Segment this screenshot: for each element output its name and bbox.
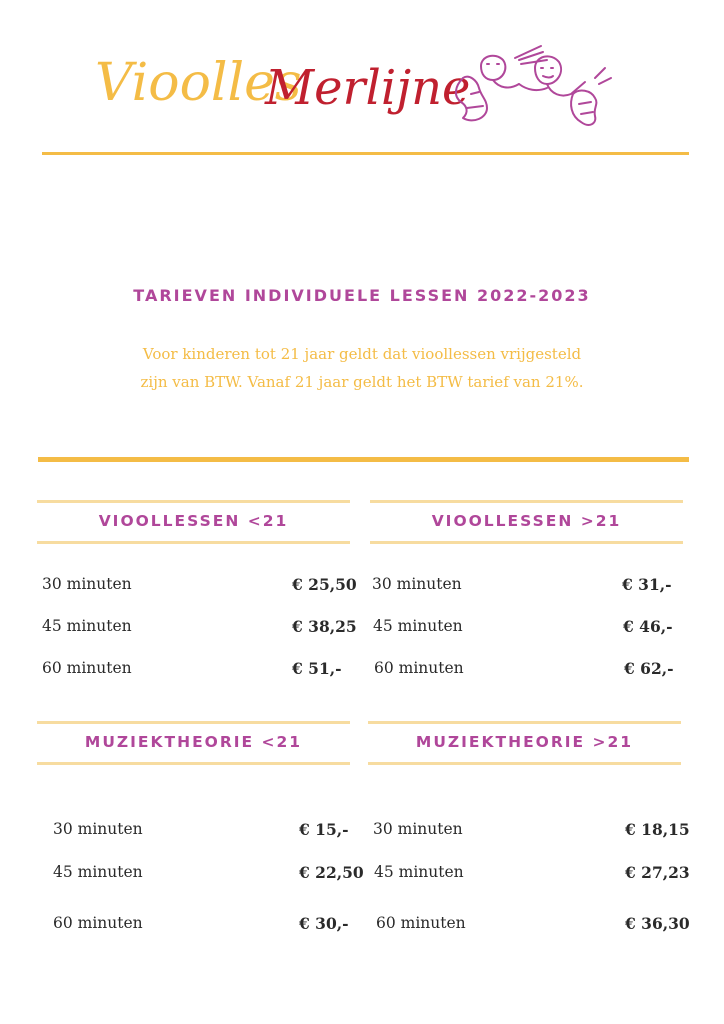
price-row (373, 820, 703, 842)
section-header-muziektheorie-under21 (37, 721, 350, 765)
violinists-illustration (456, 46, 611, 125)
price-row (53, 914, 383, 936)
price-value: € 18,15 (625, 820, 690, 839)
price-row (42, 659, 372, 681)
top-divider (42, 152, 689, 155)
price-value: € 25,50 (292, 575, 357, 594)
duration-label: 45 minuten (374, 863, 464, 881)
logo-text-merlijne: Merlijne (265, 60, 471, 116)
price-row (373, 617, 703, 639)
price-row (376, 914, 706, 936)
section-divider (38, 457, 689, 462)
price-row (372, 575, 702, 597)
intro-text: Voor kinderen tot 21 jaar geldt dat vioollessen vrijgesteld zijn van BTW. Vanaf 21 jaar geldt het BTW tarief van 21%. (140, 345, 584, 391)
duration-label: 30 minuten (373, 820, 463, 838)
section-header-vioollessen-under21 (37, 500, 350, 544)
section-title: MUZIEKTHEORIE >21 (415, 733, 634, 751)
page-title: TARIEVEN INDIVIDUELE LESSEN 2022-2023 (133, 286, 591, 305)
section-title: MUZIEKTHEORIE <21 (84, 733, 303, 751)
brand-logo (95, 38, 615, 138)
price-value: € 62,- (624, 659, 674, 678)
section-title: VIOOLLESSEN >21 (431, 512, 622, 530)
price-row (374, 863, 704, 885)
duration-label: 60 minuten (374, 659, 464, 677)
price-row (374, 659, 704, 681)
price-row (42, 575, 372, 597)
price-value: € 15,- (299, 820, 349, 839)
price-row (53, 863, 383, 885)
duration-label: 60 minuten (42, 659, 132, 677)
duration-label: 30 minuten (372, 575, 462, 593)
price-value: € 51,- (292, 659, 342, 678)
duration-label: 45 minuten (373, 617, 463, 635)
price-row (42, 617, 372, 639)
price-value: € 22,50 (299, 863, 364, 882)
price-value: € 46,- (623, 617, 673, 636)
duration-label: 60 minuten (53, 914, 143, 932)
price-value: € 30,- (299, 914, 349, 933)
duration-label: 30 minuten (53, 820, 143, 838)
price-value: € 27,23 (625, 863, 690, 882)
duration-label: 60 minuten (376, 914, 466, 932)
logo-text-vioolles: Vioolles (95, 53, 302, 113)
price-value: € 36,30 (625, 914, 690, 933)
duration-label: 45 minuten (42, 617, 132, 635)
price-row (53, 820, 383, 842)
price-value: € 38,25 (292, 617, 357, 636)
section-header-vioollessen-over21 (370, 500, 683, 544)
section-title: VIOOLLESSEN <21 (98, 512, 289, 530)
price-value: € 31,- (622, 575, 672, 594)
duration-label: 30 minuten (42, 575, 132, 593)
duration-label: 45 minuten (53, 863, 143, 881)
section-header-muziektheorie-over21 (368, 721, 681, 765)
